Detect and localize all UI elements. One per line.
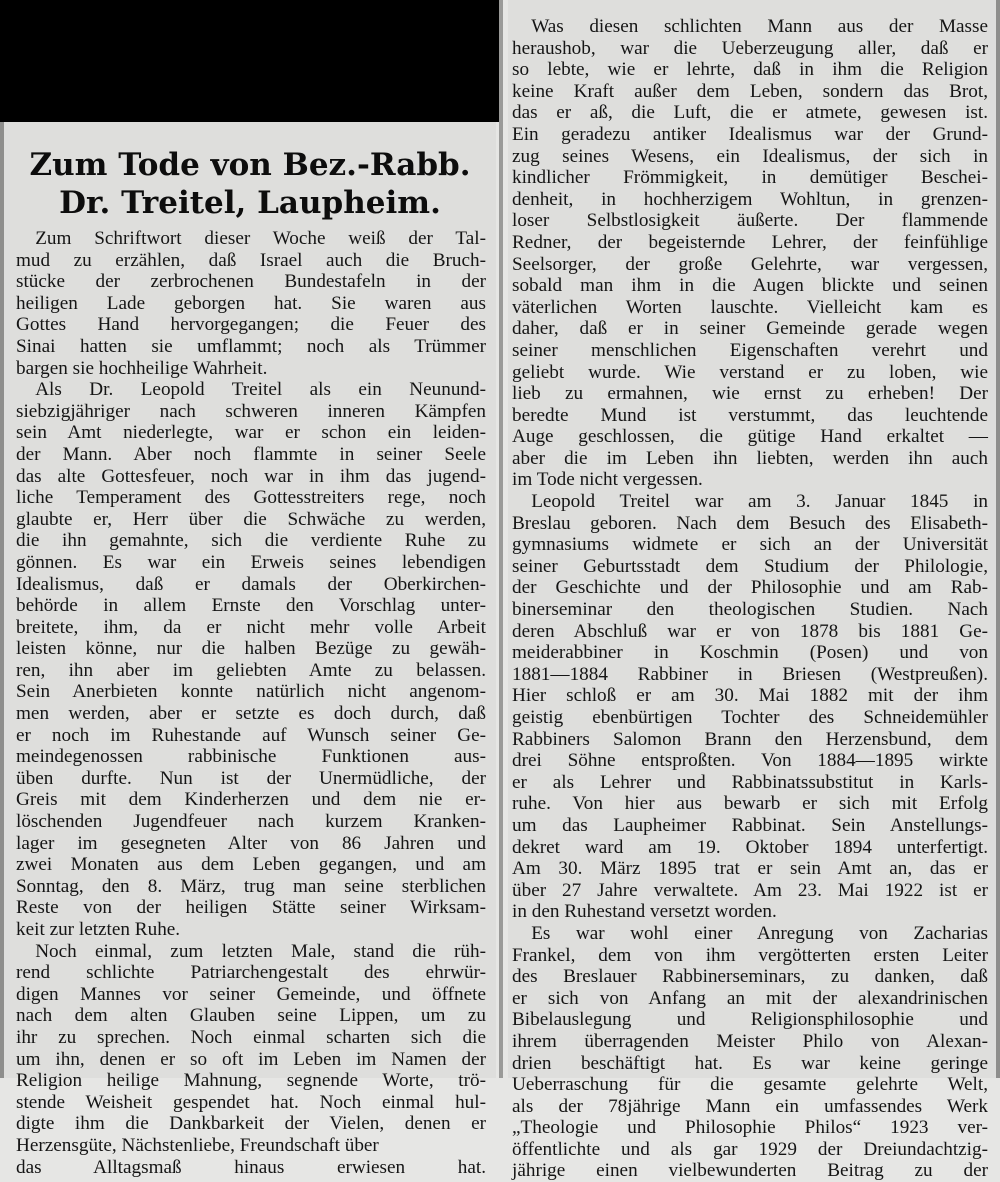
text-line: Auge geschlossen, die gütige Hand erkaltet — [512,426,988,448]
text-line: aber die im Leben ihn liebten, werden ihn auch [512,447,988,469]
right-column-text [508,16,996,1182]
left-column [4,122,496,1178]
text-line: breitete, ihm, da er nicht mehr volle Arbeit [16,616,486,638]
text-line: Seelsorger, der große Gelehrte, war vergessen, [512,253,988,275]
text-line: im Tode nicht vergessen. [512,469,703,491]
text-line: er sich von Anfang an mit der alexandrinischen [512,987,988,1009]
text-line: drei Söhne entsproßten. Von 1884—1895 wirkte [512,750,988,772]
text-line: Es war wohl einer Anregung von Zacharias [512,922,988,944]
text-line: Am 30. März 1895 trat er sein Amt an, das er [512,858,988,880]
text-line: digte ihm die Dankbarkeit der Vielen, denen er [16,1113,486,1135]
text-line: ihrem überragenden Meister Philo von Alexan- [512,1030,988,1052]
text-line: heiligen Lade geborgen hat. Sie waren aus [16,292,486,314]
text-line: in den Ruhestand versetzt worden. [512,901,777,923]
text-line: behörde in allem Ernste den Vorschlag unter- [16,595,486,617]
text-line: Redner, der begeisternde Lehrer, der feinfühlige [512,231,988,253]
text-line: meiderabbiner in Koschmin (Posen) und von [512,642,988,664]
left-column-text [4,228,496,1178]
text-line: die ihn gemahnte, sich die verdiente Ruhe zu [16,530,486,552]
text-line: sobald man ihm in die Augen blickte und seinen [512,275,988,297]
text-line: kindlicher Frömmigkeit, in demütiger Beschei- [512,167,988,189]
text-line: deren Abschluß war er von 1878 bis 1881 Ge- [512,620,988,642]
text-line: zwei Monaten aus dem Leben gegangen, und am [16,854,486,876]
text-line: das alte Gottesfeuer, noch war in ihm das jugend- [16,465,486,487]
text-line: stücke der zerbrochenen Bundestafeln in der [16,271,486,293]
article-headline [4,146,496,222]
text-line: stende Weisheit gespendet hat. Noch einmal hul- [16,1091,486,1113]
text-line: geliebt wurde. Wie verstand er zu loben, wie [512,361,988,383]
text-line: so lebte, wie er lehrte, daß in ihm die Religion [512,59,988,81]
black-cropped-area [0,0,500,122]
text-line: beredte Mund ist verstummt, das leuchtende [512,404,988,426]
column-divider [499,0,503,1078]
text-line: jährige einen vielbewunderten Beitrag zu der [512,1160,988,1182]
text-line: digen Mannes vor seiner Gemeinde, und öffnete [16,983,486,1005]
text-line: meindegenossen rabbinische Funktionen aus- [16,746,486,768]
text-line: Noch einmal, zum letzten Male, stand die rüh- [16,940,486,962]
text-line: Sonntag, den 8. März, trug man seine sterblichen [16,875,486,897]
text-line: des Breslauer Rabbinerseminars, zu danken, daß [512,966,988,988]
text-line: denheit, in hochherzigem Wohltun, in grenzen- [512,188,988,210]
text-line: Herzensgüte, Nächstenliebe, Freundschaft über [16,1134,379,1156]
text-line: „Theologie und Philosophie Philos“ 1923 ver- [512,1117,988,1139]
text-line: men werden, aber er setzte es doch durch, daß [16,703,486,725]
text-line: leisten könne, nur die halben Bezüge zu gewäh- [16,638,486,660]
text-line: siebzigjähriger nach schweren inneren Kämpfen [16,400,486,422]
text-line: Greis mit dem Kinderherzen und dem nie er- [16,789,486,811]
text-line: heraushob, war die Ueberzeugung aller, daß er [512,37,988,59]
text-line: um ihn, denen er so oft im Leben im Namen der [16,1048,486,1070]
text-line: Religion heilige Mahnung, segnende Worte, trö- [16,1070,486,1092]
text-line: über 27 Jahre verwaltete. Am 23. Mai 1922 ist er [512,879,988,901]
text-line: zug seines Wesens, ein Idealismus, der sich in [512,145,988,167]
text-line: nach dem alten Glauben seine Lippen, um zu [16,1005,486,1027]
text-line: Was diesen schlichten Mann aus der Masse [512,16,988,37]
text-line: Sinai hatten sie umflammt; noch als Trümmer [16,335,486,357]
text-line: der Mann. Aber noch flammte in seiner Seele [16,443,486,465]
text-line: das Alltagsmaß hinaus erwiesen hat. [16,1156,486,1178]
text-line: Leopold Treitel war am 3. Januar 1845 in [512,491,988,513]
text-line: ren, ihn aber im geliebten Amte zu belassen. [16,659,486,681]
headline-line-1: Zum Tode von Bez.-Rabb. [29,147,471,183]
text-line: öffentlichte und als gar 1929 der Dreiundachtzig- [512,1138,988,1160]
text-line: seiner menschlichen Eigenschaften verehrt und [512,339,988,361]
text-line: Hier schloß er am 30. Mai 1882 mit der ihm [512,685,988,707]
text-line: Sein Anerbieten konnte natürlich nicht angenom- [16,681,486,703]
text-line: das er aß, die Luft, die er atmete, gewesen ist. [512,102,988,124]
text-line: sein Amt niederlegte, war er schon ein leiden- [16,422,486,444]
text-line: dekret ward am 19. Oktober 1894 unterfertigt. [512,836,988,858]
right-column [508,0,996,1182]
text-line: drien beschäftigt hat. Es war keine geringe [512,1052,988,1074]
text-line: als der 78jährige Mann ein umfassendes Werk [512,1095,988,1117]
text-line: Gottes Hand hervorgegangen; die Feuer des [16,314,486,336]
text-line: um das Laupheimer Rabbinat. Sein Anstellungs- [512,814,988,836]
text-line: daher, daß er in seiner Gemeinde gerade wegen [512,318,988,340]
text-line: der Geschichte und der Philosophie und am Rab- [512,577,988,599]
text-line: Idealismus, daß er damals der Oberkirchen- [16,573,486,595]
text-line: mud zu erzählen, daß Israel auch die Bruch- [16,249,486,271]
text-line: loser Selbstlosigkeit äußerte. Der flammende [512,210,988,232]
page-edge-right [996,0,1000,1078]
headline-line-2: Dr. Treitel, Laupheim. [59,185,441,221]
text-line: lieb zu ermahnen, wie ernst zu erheben! Der [512,383,988,405]
text-line: Reste von der heiligen Stätte seiner Wirksam- [16,897,486,919]
text-line: keine Kraft außer dem Leben, sondern das Brot, [512,80,988,102]
text-line: üben durfte. Nun ist der Unermüdliche, der [16,767,486,789]
text-line: ruhe. Von hier aus bewarb er sich mit Erfolg [512,793,988,815]
text-line: Ueberraschung für die gesamte gelehrte Welt, [512,1074,988,1096]
text-line: Bibelauslegung und Religionsphilosophie und [512,1009,988,1031]
text-line: geistig ebenbürtigen Tochter des Schneidemühler [512,707,988,728]
text-line: lager im gesegneten Alter von 86 Jahren und [16,832,486,854]
text-line: glaubte er, Herr über die Schwäche zu werden, [16,508,486,530]
text-line: löschenden Jugendfeuer nach kurzem Kranken- [16,811,486,833]
text-line: keit zur letzten Ruhe. [16,919,181,940]
text-line: er als Lehrer und Rabbinatssubstitut in Karls- [512,771,988,793]
text-line: gymnasiums widmete er sich an der Universität [512,534,988,556]
text-line: Breslau geboren. Nach dem Besuch des Elisabeth- [512,512,988,534]
text-line: Frankel, dem von ihm vergötterten ersten Leiter [512,944,988,966]
text-line: Rabbiners Salomon Brann den Herzensbund, dem [512,728,988,750]
text-line: väterlichen Worten lauschte. Vielleicht kam es [512,296,988,318]
text-line: ihr zu sprechen. Noch einmal scharten sich die [16,1026,486,1048]
text-line: bargen sie hochheilige Wahrheit. [16,357,268,379]
text-line: er noch im Ruhestande auf Wunsch seiner Ge- [16,724,486,746]
text-line: Als Dr. Leopold Treitel als ein Neunund- [16,379,486,401]
text-line: liche Temperament des Gottesstreiters rege, noch [16,487,486,509]
text-line: 1881—1884 Rabbiner in Briesen (Westpreußen). [512,663,988,685]
text-line: Ein geradezu antiker Idealismus war der Grund- [512,123,988,145]
text-line: binerseminar den theologischen Studien. Nach [512,599,988,621]
text-line: seiner Geburtsstadt dem Studium der Philologie, [512,555,988,577]
text-line: Zum Schriftwort dieser Woche weiß der Tal- [16,228,486,249]
text-line: gönnen. Es war ein Erweis seines lebendigen [16,551,486,573]
text-line: rend schlichte Patriarchengestalt des ehrwür- [16,962,486,984]
